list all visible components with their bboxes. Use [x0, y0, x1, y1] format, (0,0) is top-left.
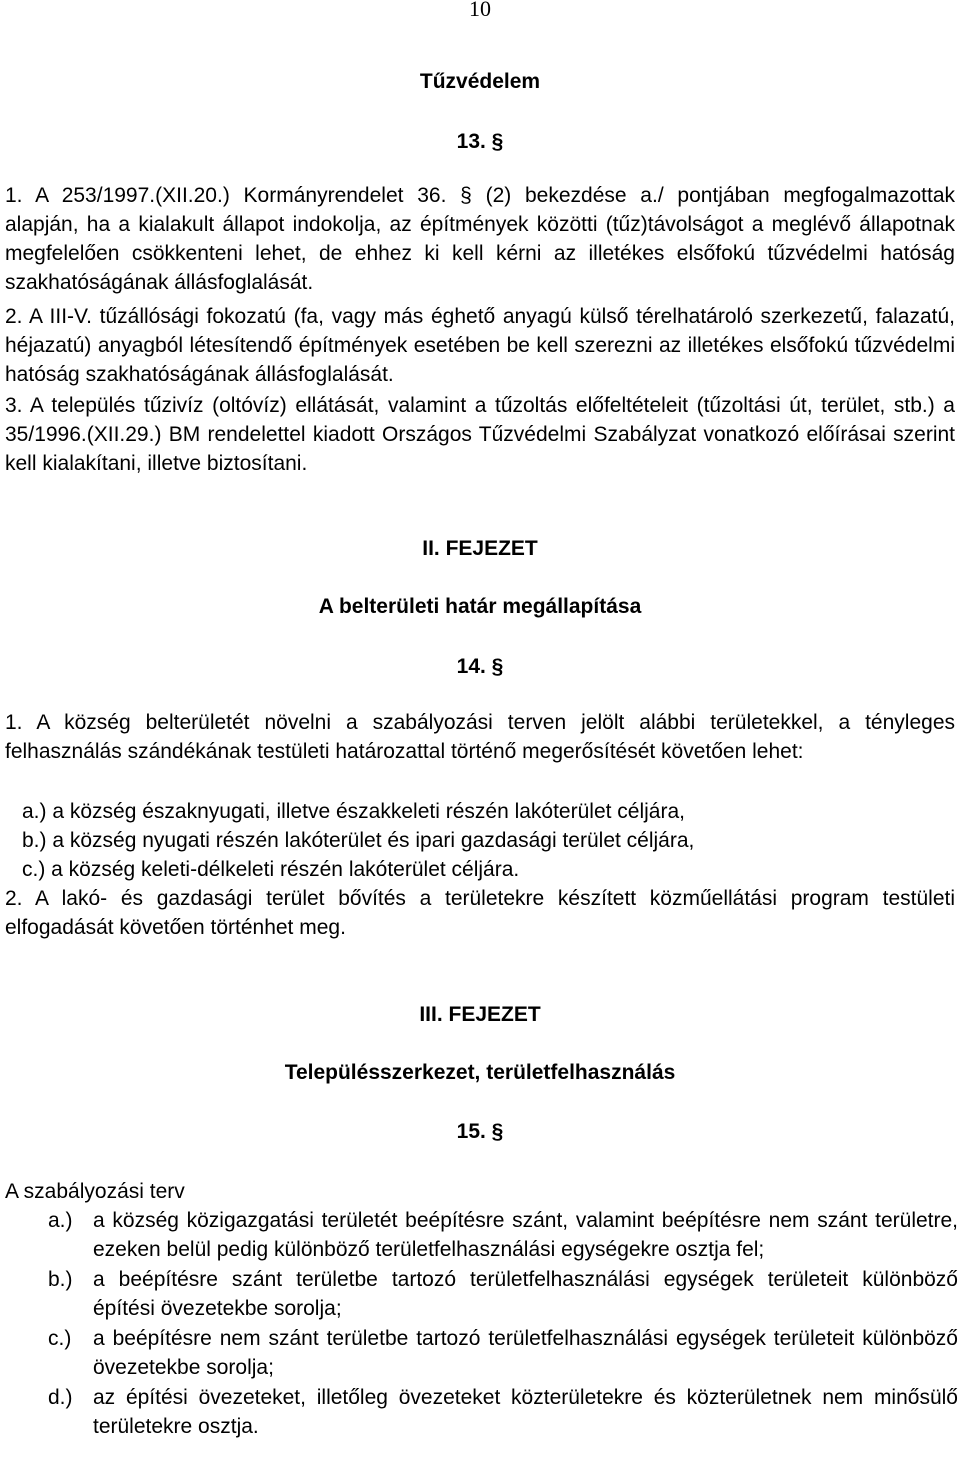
list-item	[5, 1206, 958, 1264]
paragraph-14-2: 2. A lakó- és gazdasági terület bővítés a területekre készített közműellátási program testületi elfogadását követően történhet meg.	[5, 887, 955, 939]
paragraph-number-13: 13. §	[456, 130, 504, 153]
list-item-14-b: b.) a község nyugati részén lakóterület és ipari gazdasági terület céljára,	[22, 829, 695, 852]
list-item-label: d.)	[48, 1386, 73, 1409]
paragraph-15-intro: A szabályozási terv	[5, 1180, 185, 1203]
paragraph-13-2: 2. A III-V. tűzállósági fokozatú (fa, vagy más éghető anyagú külső térelhatároló szerkezetű, falazatú, héjazatú) anyagból létesítendő építmények esetében be kell szerezni az illetékes elsőfokú tűzvédelmi hatóság szakhatóságának állásfoglalását.	[5, 305, 955, 386]
paragraph-number-15: 15. §	[456, 1120, 504, 1143]
section-heading-fire-protection: Tűzvédelem	[419, 70, 541, 93]
list-item	[5, 1383, 958, 1441]
list-item-text: az építési övezeteket, illetőleg övezeteket közterületekre és közterületnek nem minősülő területekre osztja.	[93, 1386, 958, 1438]
list-item-14-c: c.) a község keleti-délkeleti részén lakóterület céljára.	[22, 858, 520, 881]
paragraph-13-3: 3. A település tűzivíz (oltóvíz) ellátását, valamint a tűzoltás előfeltételeit (tűzoltási út, terület, stb.) a 35/1996.(XII.29.) BM rendelettel kiadott Országos Tűzvédelmi Szabályzat vonatkozó előírásai szerint kell kialakítani, illetve biztosítani.	[5, 394, 955, 475]
chapter-3-label: III. FEJEZET	[419, 1003, 541, 1026]
list-item	[5, 1324, 958, 1382]
paragraph-number-14: 14. §	[456, 655, 504, 678]
page-number: 10	[469, 0, 491, 21]
chapter-2-title: A belterületi határ megállapítása	[318, 595, 642, 618]
list-item-label: b.)	[48, 1268, 73, 1291]
list-item	[5, 1265, 958, 1323]
list-item-text: a beépítésre nem szánt területbe tartozó területfelhasználási egységek területeit különböző övezetekbe sorolja;	[93, 1327, 958, 1379]
paragraph-14-1: 1. A község belterületét növelni a szabályozási terven jelölt alábbi területekkel, a tényleges felhasználás szándékának testületi határozattal történő megerősítését követően lehet:	[5, 711, 955, 763]
list-item-text: a beépítésre szánt területbe tartozó területfelhasználási egységek területeit különböző építési övezetekbe sorolja;	[93, 1268, 958, 1320]
paragraph-13-1: 1. A 253/1997.(XII.20.) Kormányrendelet 36. § (2) bekezdése a./ pontjában megfogalmazottak alapján, ha a kialakult állapot indokolja, az építmények közötti (tűz)távolságot a meglévő állapotnak megfelelően csökkenteni lehet, de ehhez ki kell kérni az illetékes elsőfokú tűzvédelmi hatóság szakhatóságának állásfoglalását.	[5, 184, 955, 294]
list-item-label: c.)	[48, 1327, 72, 1350]
list-item-text: a község közigazgatási területét beépítésre szánt, valamint beépítésre nem szánt területre, ezeken belül pedig különböző területfelhasználási egységekre osztja fel;	[93, 1209, 958, 1261]
regulation-plan-list	[5, 1206, 958, 1442]
list-item-14-a: a.) a község északnyugati, illetve északkeleti részén lakóterület céljára,	[22, 800, 685, 823]
chapter-3-title: Településszerkezet, területfelhasználás	[284, 1061, 676, 1084]
chapter-2-label: II. FEJEZET	[422, 537, 538, 560]
list-item-label: a.)	[48, 1209, 73, 1232]
